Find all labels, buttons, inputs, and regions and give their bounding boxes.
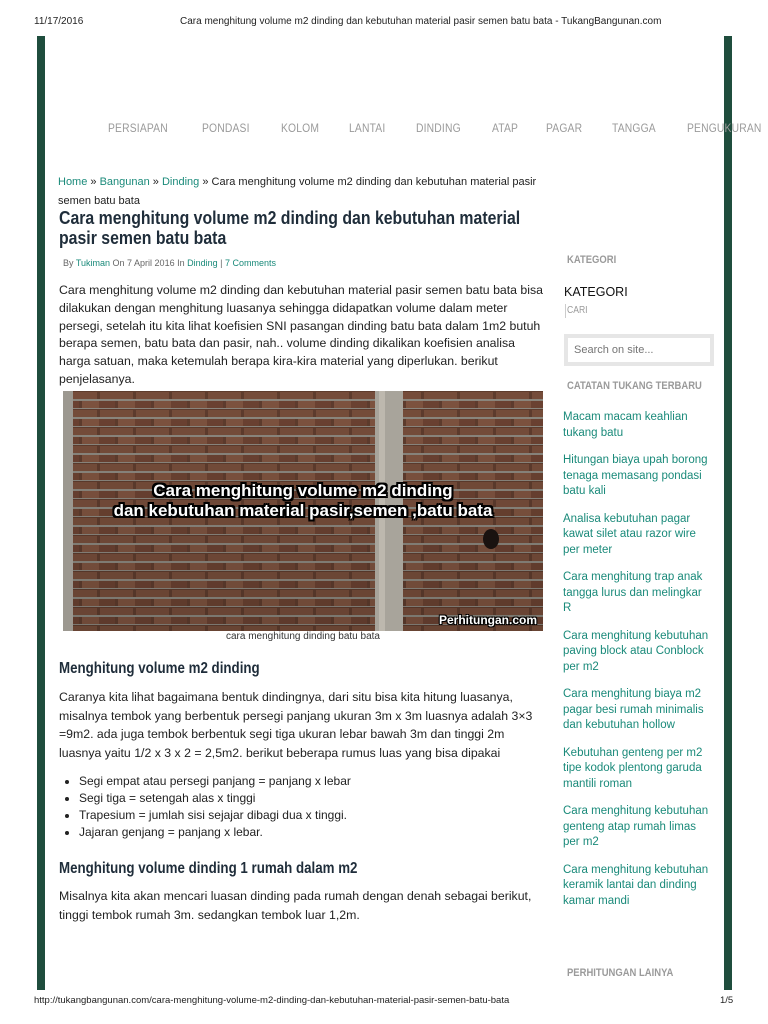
sidebar-recent-heading: CATATAN TUKANG TERBARU bbox=[567, 380, 702, 392]
section2-text: Misalnya kita akan mencari luasan dinding pada rumah dengan denah sebagai berikut, tinggi tembok rumah 3m. sedangkan tembok luar 1,2m. bbox=[59, 889, 532, 922]
sidebar-kategori-select[interactable]: KATEGORI bbox=[564, 285, 628, 299]
list-item: • Segi empat atau persegi panjang = panjang x lebar bbox=[79, 773, 539, 790]
sidebar-perhitungan-heading: PERHITUNGAN LAINYA bbox=[567, 967, 674, 979]
nav-item-dinding[interactable]: DINDING bbox=[415, 121, 461, 135]
recent-post-link[interactable]: Analisa kebutuhan pagar kawat silet atau razor wire per meter bbox=[563, 512, 696, 556]
list-item: • Jajaran genjang = panjang x lebar. bbox=[79, 824, 539, 841]
section1-heading: Menghitung volume m2 dinding bbox=[59, 660, 260, 677]
nav-item-atap[interactable]: ATAP bbox=[491, 121, 518, 135]
meta-pipe: | bbox=[217, 258, 225, 268]
nav-item-pengukuran[interactable]: PENGUKURAN bbox=[687, 121, 762, 135]
meta-comments-link[interactable]: 7 Comments bbox=[224, 258, 276, 268]
section2-heading: Menghitung volume dinding 1 rumah dalam m2 bbox=[59, 860, 358, 877]
recent-post-link[interactable]: Macam macam keahlian tukang batu bbox=[563, 411, 688, 439]
nav-item-lantai[interactable]: LANTAI bbox=[349, 121, 386, 135]
image-overlay-line2: dan kebutuhan material pasir,semen ,batu bata bbox=[113, 501, 493, 520]
nav-item-pagar[interactable]: PAGAR bbox=[546, 121, 583, 135]
meta-date: On 7 April 2016 In bbox=[110, 258, 188, 268]
recent-post-link[interactable]: Hitungan biaya upah borong tenaga memasang pondasi batu kali bbox=[563, 454, 708, 497]
breadcrumb-separator: » bbox=[199, 176, 212, 188]
formula-list bbox=[79, 773, 539, 841]
breadcrumb-separator: » bbox=[87, 176, 100, 188]
breadcrumb-separator: » bbox=[149, 176, 162, 188]
list-item: • Segi tiga = setengah alas x tinggi bbox=[79, 790, 539, 807]
post-title: Cara menghitung volume m2 dinding dan kebutuhan material pasir semen batu bata bbox=[59, 208, 521, 248]
print-page-number: 1/5 bbox=[720, 995, 734, 1006]
print-url: http://tukangbangunan.com/cara-menghitung-volume-m2-dinding-dan-kebutuhan-material-pasir-semen-batu-bata bbox=[34, 995, 510, 1006]
breadcrumb-current: Cara menghitung volume m2 dinding dan kebutuhan material pasir semen batu bata bbox=[58, 176, 537, 207]
hero-image bbox=[63, 391, 543, 631]
sidebar-cari-heading: CARI bbox=[567, 305, 588, 316]
sidebar-kategori-heading: KATEGORI bbox=[567, 254, 617, 266]
breadcrumb-bangunan-link[interactable]: Bangunan bbox=[99, 176, 150, 188]
post-meta bbox=[63, 258, 276, 268]
image-caption: cara menghitung dinding batu bata bbox=[225, 631, 380, 642]
meta-by: By bbox=[63, 258, 76, 268]
main-nav bbox=[108, 121, 762, 135]
breadcrumb-home-link[interactable]: Home bbox=[58, 176, 88, 188]
print-title: Cara menghitung volume m2 dinding dan kebutuhan material pasir semen batu bata - TukangBangunan.com bbox=[180, 16, 662, 27]
nav-item-pondasi[interactable]: PONDASI bbox=[201, 121, 250, 135]
meta-author-link[interactable]: Tukiman bbox=[75, 258, 111, 268]
recent-posts-list bbox=[563, 410, 713, 921]
recent-post-link[interactable]: Cara menghitung trap anak tangga lurus dan melingkar R bbox=[563, 571, 703, 614]
image-overlay-line1: Cara menghitung volume m2 dinding bbox=[153, 481, 453, 500]
search-input[interactable] bbox=[568, 338, 710, 362]
recent-post-link[interactable]: Cara menghitung kebutuhan paving block atau Conblock per m2 bbox=[563, 629, 709, 673]
image-watermark: Perhitungan.com bbox=[438, 613, 537, 627]
recent-post-link[interactable]: Kebutuhan genteng per m2 tipe kodok plentong garuda mantili roman bbox=[563, 746, 703, 790]
post-intro: Cara menghitung volume m2 dinding dan kebutuhan material pasir semen batu bata bisa dilakukan dengan menghitung luasanya sehingga didapatkan volume dalam meter persegi, setelah itu kita lihat koefisien SNI pasangan dinding batu bata dalam 1m2 butuh berapa semen, batu bata dan pasir, nah.. volume dinding dikalikan koefisien analisa harga satuan, maka ketemulah berapa kira-kira material yang diperlukan. berikut penjelasanya. bbox=[59, 283, 543, 386]
section1-text: Caranya kita lihat bagaimana bentuk dindingnya, dari situ bisa kita hitung luasanya, misalnya tembok yang berbentuk persegi panjang ukuran 3m x 3m luasnya adalah 3×3 =9m2. ada juga tembok berbentuk segi tiga ukuran lebar bawah 3m dan tinggi 2m luasnya yaitu 1/2 x 3 x 2 = 2,5m2. berikut beberapa rumus luas yang bisa dipakai bbox=[59, 690, 533, 760]
left-border-bar bbox=[37, 36, 45, 990]
print-header bbox=[0, 16, 768, 30]
breadcrumb-dinding-link[interactable]: Dinding bbox=[161, 176, 200, 188]
recent-post-link[interactable]: Cara menghitung kebutuhan keramik lantai dan dinding kamar mandi bbox=[563, 863, 709, 907]
nav-item-persiapan[interactable]: PERSIAPAN bbox=[108, 121, 168, 135]
list-item: • Trapesium = jumlah sisi sejajar dibagi dua x tinggi. bbox=[79, 807, 539, 824]
sidebar-divider bbox=[565, 304, 566, 318]
nav-item-tangga[interactable]: TANGGA bbox=[612, 121, 657, 135]
meta-category-link[interactable]: Dinding bbox=[187, 258, 218, 268]
nav-item-kolom[interactable]: KOLOM bbox=[281, 121, 320, 135]
right-border-bar bbox=[724, 36, 732, 990]
print-date: 11/17/2016 bbox=[34, 16, 84, 27]
recent-post-link[interactable]: Cara menghitung biaya m2 pagar besi rumah minimalis dan kebutuhan hollow bbox=[563, 688, 704, 731]
breadcrumb bbox=[58, 173, 548, 211]
recent-post-link[interactable]: Cara menghitung kebutuhan genteng atap rumah limas per m2 bbox=[563, 805, 709, 848]
search-box bbox=[564, 334, 714, 366]
